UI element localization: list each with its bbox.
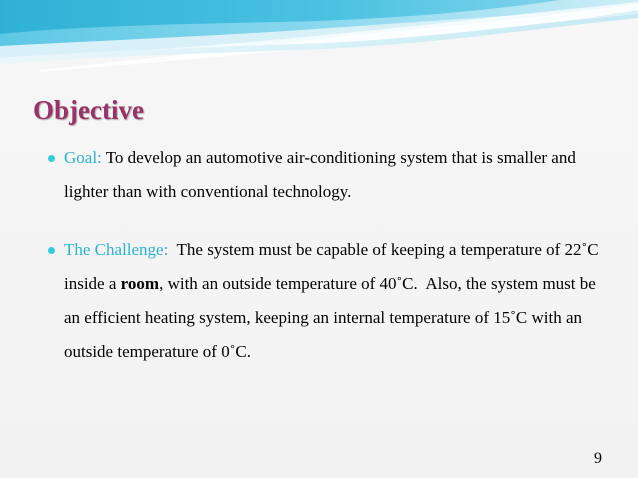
page-number: 9 <box>594 450 602 467</box>
bullet-list <box>48 141 608 369</box>
header-wave-decoration <box>0 0 638 95</box>
bullet-goal <box>48 141 608 209</box>
bullet-challenge <box>48 233 608 369</box>
bullet-challenge-text-1: The system must be capable of keeping a temperature of 22˚C inside a <box>64 240 603 293</box>
bullet-goal-text: To develop an automotive air-conditioning system that is smaller and lighter than with conventional technology. <box>64 148 576 201</box>
bullet-dot-icon <box>48 247 55 254</box>
bullet-challenge-text-2: , with an outside temperature of 40˚C. Also, the system must be an efficient heating system, keeping an internal temperature of 15˚C with an outside temperature of 0˚C. <box>64 274 601 361</box>
bullet-dot-icon <box>48 155 55 162</box>
bullet-challenge-bold-word: room <box>120 274 160 293</box>
slide-title: Objective <box>33 95 144 125</box>
bullet-goal-lead: Goal: <box>64 148 102 167</box>
bullet-challenge-lead: The Challenge: <box>64 240 169 259</box>
